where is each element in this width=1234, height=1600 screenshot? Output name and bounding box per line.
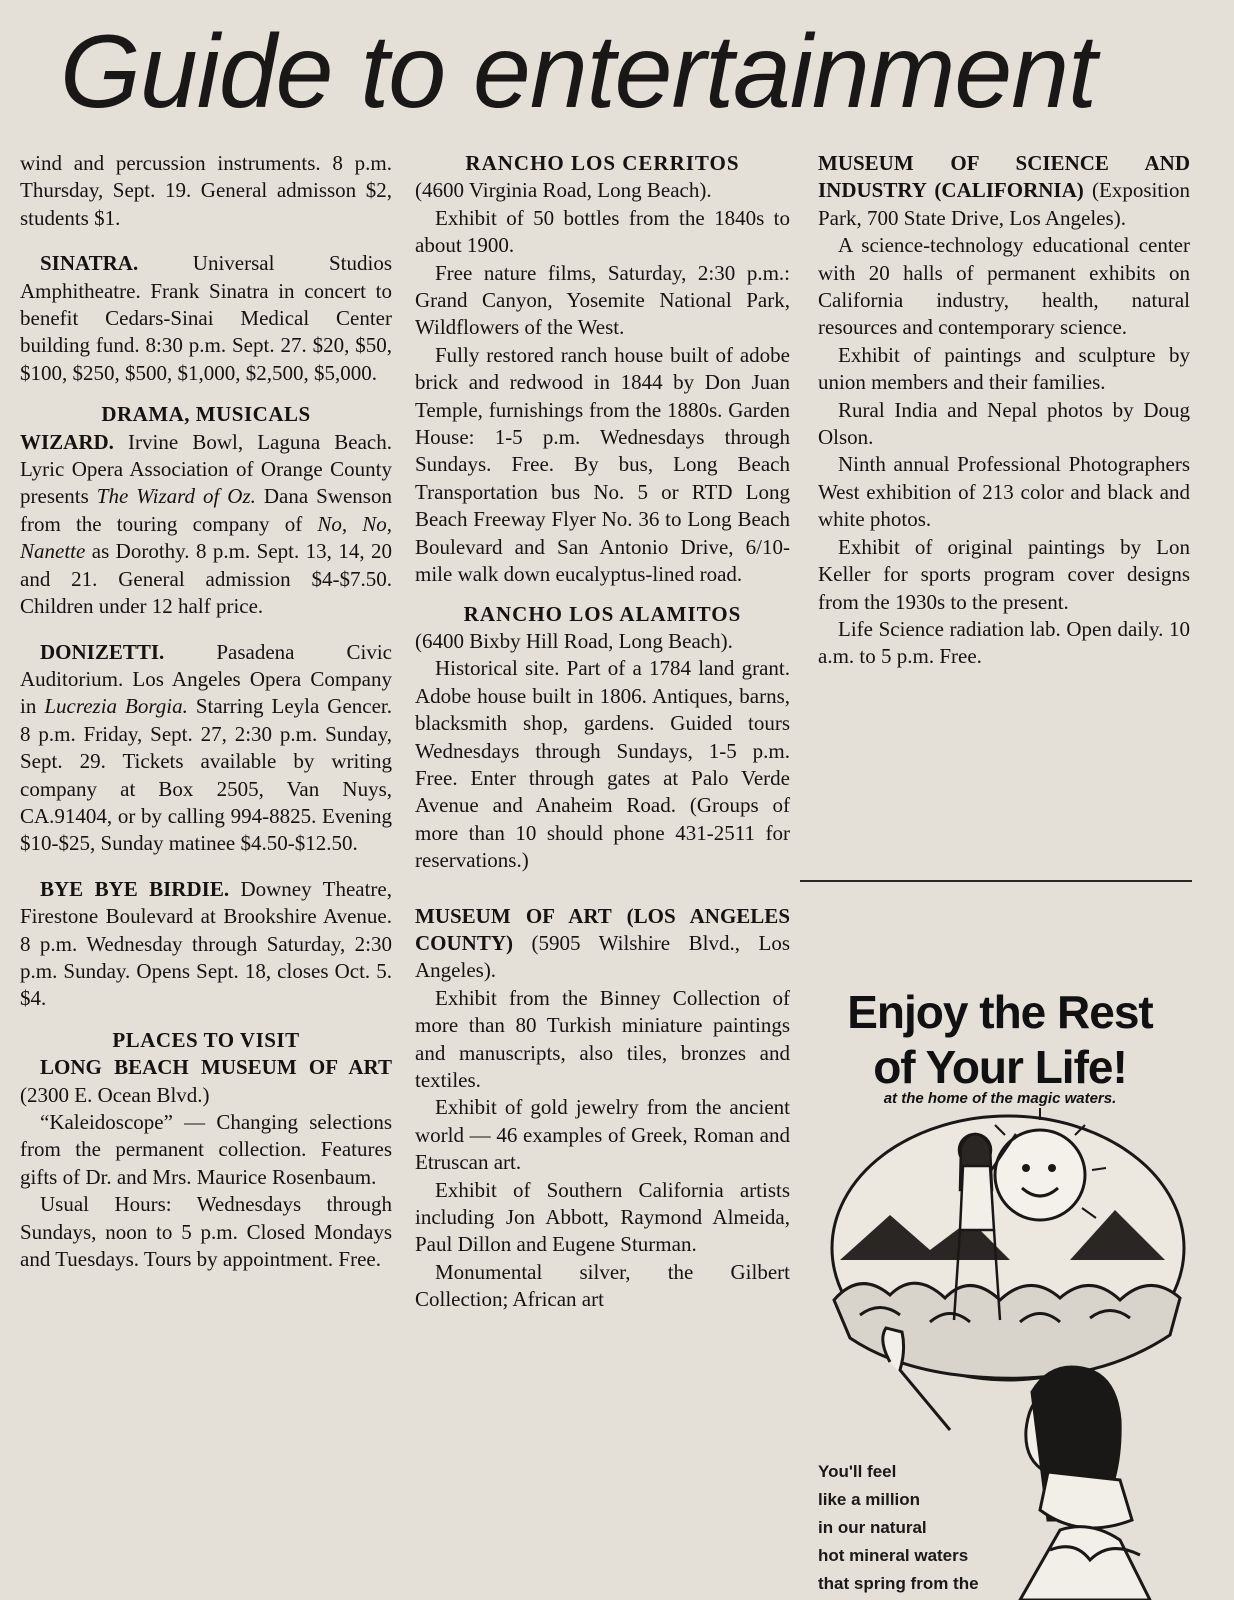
ad-copy-line: hot mineral waters (818, 1546, 969, 1565)
ad-copy-line: in our natural (818, 1518, 927, 1537)
ad-tagline: at the home of the magic waters. (883, 1090, 1117, 1107)
article-text: Exhibit of 50 bottles from the 1840s to about 1900. (415, 205, 790, 258)
article-text: wind and percussion instruments. 8 p.m. Thursday, Sept. 19. General admisson $2, students $1. (20, 151, 392, 230)
listing-address: (5905 Wilshire Blvd., Los Angeles). (415, 930, 790, 983)
article-text: “Kaleidoscope” — Changing selections from the permanent collection. Features gifts of Dr. and Mrs. Maurice Rosenbaum. (20, 1110, 392, 1189)
listing-name: MUSEUM OF SCIENCE AND INDUSTRY (CALIFORNIA) (818, 151, 1190, 203)
listing-bye-bye-birdie (20, 876, 392, 1013)
article-text: Ninth annual Professional Photographers West exhibition of 213 color and black and white photos. (818, 452, 1190, 532)
listing-address: (4600 Virginia Road, Long Beach). (415, 178, 712, 203)
ad-copy-text (818, 1458, 1018, 1598)
listing-long-beach-museum (20, 1054, 392, 1109)
listing-name: WIZARD. (20, 429, 114, 454)
listing-museum-of-science (818, 150, 1190, 232)
listing-title: Lucrezia Borgia. (44, 694, 188, 719)
article-text: Monumental silver, the Gilbert Collection; African art (415, 1259, 790, 1312)
listing-address: (2300 E. Ocean Blvd.) (20, 1082, 210, 1107)
ad-copy-line: You'll feel (818, 1462, 897, 1481)
section-heading-places: PLACES TO VISIT (112, 1027, 300, 1052)
listing-address: (Exposition Park, 700 State Drive, Los Angeles). (818, 178, 1190, 230)
article-text: Fully restored ranch house built of adobe brick and redwood in 1844 by Don Juan Temple, furnishings from the 1880s. Garden House: 1-5 p.m. Wednesdays through Sundays. Free. By bus, Long Beach Transportation bus No. 5 or RTD Long Beach Freeway Flyer No. 36 to Long Beach Boulevard and San Antonio Drive, 6/10-mile walk down eucalyptus-lined road. (415, 342, 790, 587)
listing-name: DONIZETTI. (40, 639, 165, 664)
column-3 (818, 150, 1190, 671)
listing-text: Irvine Bowl, Laguna Beach. Lyric Opera Association of Orange County presents (20, 429, 392, 509)
ad-copy-line: that spring from the (818, 1574, 979, 1593)
listing-address: (6400 Bixby Hill Road, Long Beach). (415, 628, 733, 653)
listing-name: SINATRA. (40, 251, 139, 276)
article-text: Life Science radiation lab. Open daily. 10 a.m. to 5 p.m. Free. (818, 616, 1190, 669)
listing-title: No, No, Nanette (20, 511, 393, 564)
listing-text: Downey Theatre, Firestone Boulevard at Brookshire Avenue. 8 p.m. Wednesday through Saturday, 2:30 p.m. Sunday. Opens Sept. 18, closes Oct. 5. $4. (20, 876, 392, 1011)
column-2 (415, 150, 790, 1314)
listing-title: The Wizard of Oz. (96, 484, 256, 509)
listing-museum-of-art (415, 903, 790, 985)
listing-name: LONG BEACH MUSEUM OF ART (40, 1055, 392, 1080)
listing-text: Pasadena Civic Auditorium. Los Angeles Opera Company in (20, 639, 392, 719)
listing-donizetti (20, 639, 392, 858)
article-text: Free nature films, Saturday, 2:30 p.m.: Grand Canyon, Yosemite National Park, Wildflowers of the West. (415, 260, 790, 340)
page-title: Guide to entertainment (60, 14, 1096, 130)
venue-name-cerritos: RANCHO LOS CERRITOS (465, 151, 740, 175)
listing-text: Dana Swenson from the touring company of (20, 484, 392, 536)
article-text: Exhibit from the Binney Collection of more than 80 Turkish miniature paintings and manuscripts, also tiles, bronzes and textiles. (415, 985, 790, 1092)
article-text: Usual Hours: Wednesdays through Sundays, noon to 5 p.m. Closed Mondays and Tuesdays. Tours by appointment. Free. (20, 1192, 392, 1272)
listing-name: MUSEUM OF ART (LOS ANGELES COUNTY) (415, 903, 790, 955)
article-text: Exhibit of original paintings by Lon Keller for sports program cover designs from the 1930s to the present. (818, 534, 1190, 614)
venue-name-alamitos: RANCHO LOS ALAMITOS (463, 601, 742, 626)
article-text: Exhibit of Southern California artists including Jon Abbott, Raymond Almeida, Paul Dillon and Eugene Sturman. (415, 1177, 790, 1257)
listing-sinatra (20, 250, 392, 387)
listing-text: as Dorothy. 8 p.m. Sept. 13, 14, 20 and 21. General admission $4-$7.50. Children under 12 half price. (20, 539, 392, 619)
ad-headline: of Your Life! (873, 1041, 1127, 1093)
article-text: Exhibit of gold jewelry from the ancient world — 46 examples of Greek, Roman and Etruscan art. (415, 1095, 790, 1175)
listing-text: Starring Leyla Gencer. 8 p.m. Friday, Sept. 27, 2:30 p.m. Sunday, Sept. 29. Tickets available by writing company at Box 2505, Van Nuys, CA.91404, or by calling 994-8825. Evening $10-$25, Sunday matinee $4.50-$12.50. (20, 694, 393, 856)
article-text: Historical site. Part of a 1784 land grant. Adobe house built in 1806. Antiques, barns, blacksmith shop, gardens. Guided tours Wednesdays through Sundays, 1-5 p.m. Free. Enter through gates at Palo Verde Avenue and Anaheim Road. (Groups of more than 10 should phone 431-2511 for reservations.) (415, 656, 790, 873)
article-text: Exhibit of paintings and sculpture by union members and their families. (818, 342, 1190, 395)
listing-name: BYE BYE BIRDIE. (40, 876, 230, 901)
ad-copy-line: like a million (818, 1490, 921, 1509)
listing-wizard (20, 429, 392, 621)
column-divider-rule (800, 880, 1192, 882)
article-text: A science-technology educational center with 20 halls of permanent exhibits on California industry, health, natural resources and contemporary science. (818, 233, 1190, 340)
article-text: Rural India and Nepal photos by Doug Olson. (818, 397, 1190, 450)
listing-text: Universal Studios Amphitheatre. Frank Sinatra in concert to benefit Cedars-Sinai Medical Center building fund. 8:30 p.m. Sept. 27. $20, $50, $100, $250, $500, $1,000, $2,500, $5,000. (20, 251, 392, 385)
column-1 (20, 150, 392, 1273)
ad-headline: Enjoy the Rest (847, 986, 1153, 1038)
section-heading-drama: DRAMA, MUSICALS (101, 402, 311, 427)
